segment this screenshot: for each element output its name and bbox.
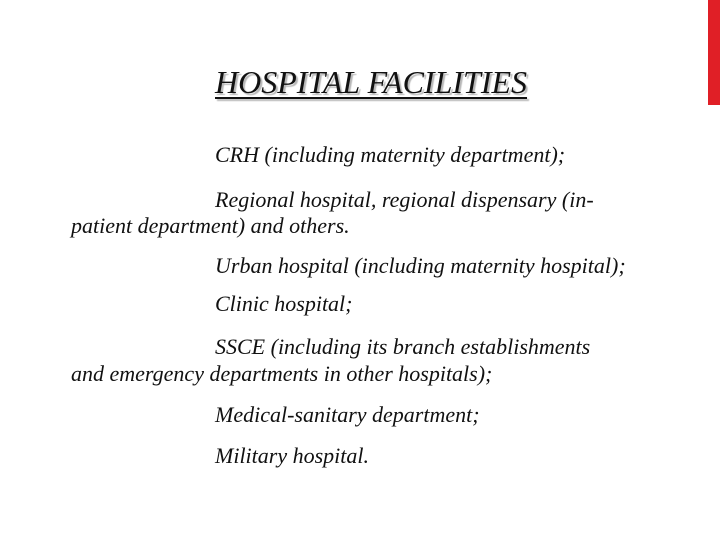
list-item-military-hospital: Military hospital.: [215, 443, 369, 468]
list-item-clinic-hospital: Clinic hospital;: [215, 291, 353, 316]
list-item-crh: CRH (including maternity department);: [215, 142, 566, 167]
list-item-ssce: SSCE (including its branch establishments: [215, 334, 591, 359]
list-item-regional-hospital: Regional hospital, regional dispensary (in-: [215, 187, 594, 212]
list-item-ssce-continued: and emergency departments in other hospitals);: [71, 361, 493, 386]
accent-bar: [708, 0, 720, 105]
slide-title: HOSPITAL FACILITIES: [215, 64, 528, 100]
list-item-medical-sanitary: Medical-sanitary department;: [215, 402, 480, 427]
list-item-regional-hospital-continued: patient department) and others.: [71, 213, 350, 238]
list-item-urban-hospital: Urban hospital (including maternity hospital);: [215, 253, 626, 278]
